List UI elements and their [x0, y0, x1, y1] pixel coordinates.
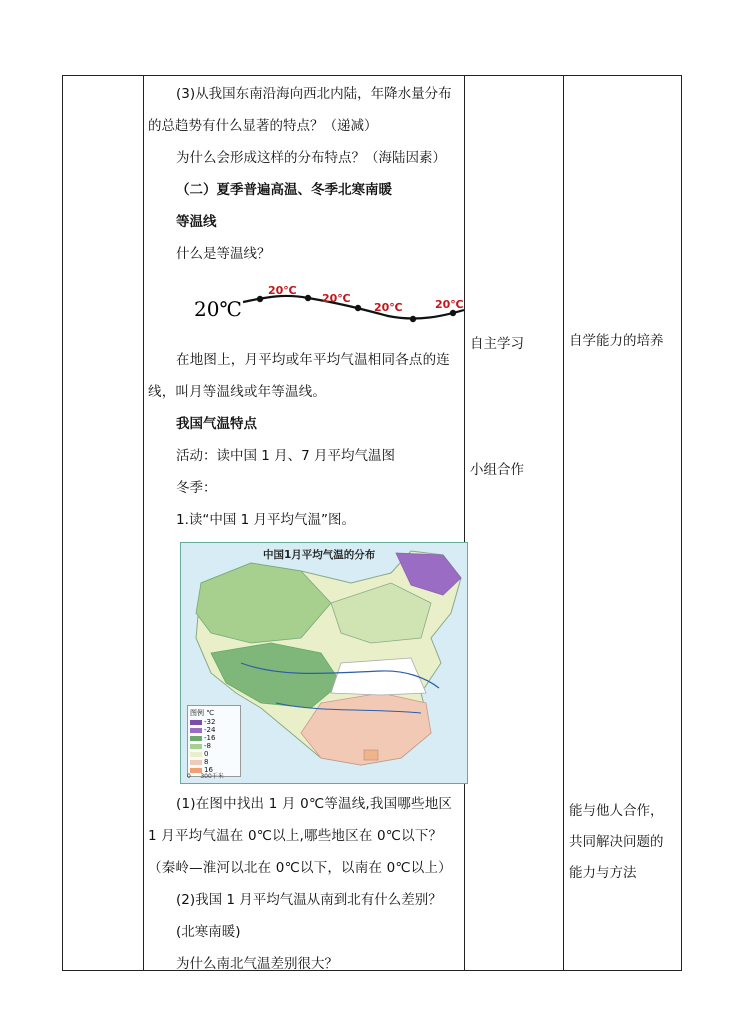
isotherm-diagram — [148, 278, 464, 338]
goal-cooperation-line2: 共同解决问题的 — [569, 834, 664, 850]
isotherm-point-label: 20℃ — [322, 292, 351, 305]
isotherm-point-label: 20℃ — [268, 284, 297, 297]
map-legend — [187, 705, 241, 777]
isotherm-question: 什么是等温线？ — [176, 246, 271, 262]
isotherm-point — [410, 316, 416, 322]
map-title: 中国1月平均气温的分布 — [263, 549, 376, 561]
table-divider — [563, 76, 564, 970]
goal-self-study: 自学能力的培养 — [569, 333, 664, 349]
activity-line: 活动：读中国 1 月、7 月平均气温图 — [176, 448, 396, 464]
table-divider — [143, 76, 144, 970]
question-2: (2)我国 1 月平均气温从南到北有什么差别？ — [176, 892, 442, 908]
goal-cooperation-line3: 能力与方法 — [569, 865, 637, 881]
section-title: （二）夏季普遍高温、冬季北寒南暖 — [176, 182, 392, 198]
q3-line2: 的总趋势有什么显著的特点？（递减） — [148, 118, 378, 134]
isotherm-point — [305, 295, 311, 301]
isotherm-figure — [148, 278, 462, 338]
goal-cooperation-line1: 能与他人合作， — [569, 803, 664, 819]
january-temperature-map — [180, 542, 468, 784]
isotherm-left-label: 20℃ — [194, 297, 242, 321]
temp-features-heading: 我国气温特点 — [176, 416, 257, 432]
isotherm-point — [355, 305, 361, 311]
isotherm-point-label: 20℃ — [435, 298, 464, 311]
q3-why: 为什么会形成这样的分布特点？（海陆因素） — [176, 150, 446, 166]
isotherm-line — [243, 296, 464, 319]
isotherm-heading: 等温线 — [176, 214, 217, 230]
legend-value: 0 — [204, 750, 209, 758]
q3-line1: (3)从我国东南沿海向西北内陆，年降水量分布 — [176, 86, 452, 102]
legend-value: -32 — [204, 718, 216, 726]
map-scale: 0 300千米 — [187, 773, 224, 780]
why-big-difference: 为什么南北气温差别很大？ — [176, 956, 338, 972]
read-map-instruction: 1.读“中国 1 月平均气温”图。 — [176, 512, 356, 528]
method-group-work: 小组合作 — [470, 462, 524, 478]
legend-value: 8 — [204, 758, 209, 766]
legend-value: -8 — [204, 742, 211, 750]
question-2-answer: (北寒南暖) — [176, 924, 241, 940]
method-self-study: 自主学习 — [470, 336, 524, 352]
isotherm-point-label: 20℃ — [374, 301, 403, 314]
legend-value: -24 — [204, 726, 216, 734]
legend-value: 16 — [204, 766, 213, 774]
isotherm-definition: 在地图上，月平均或年平均气温相同各点的连线，叫月等温线或年等温线。 — [148, 352, 450, 400]
isotherm-point — [257, 296, 263, 302]
winter-label: 冬季： — [176, 480, 217, 496]
legend-value: -16 — [204, 734, 216, 742]
table-divider — [464, 76, 465, 970]
content-column — [148, 78, 462, 980]
legend-title: 图例 ℃ — [190, 709, 215, 717]
question-1: (1)在图中找出 1 月 0℃等温线,我国哪些地区 1 月平均气温在 0℃以上,哪些地区在 0℃以下？（秦岭—淮河以北在 0℃以下，以南在 0℃以上） — [148, 796, 453, 876]
